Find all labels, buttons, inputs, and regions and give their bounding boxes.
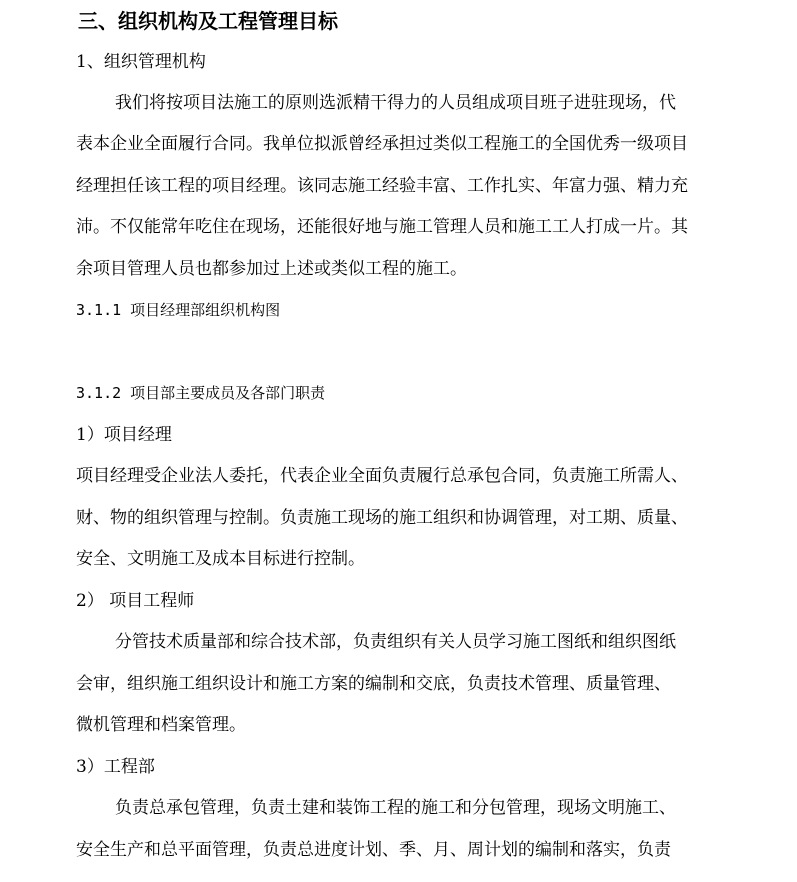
- role-description-line: 负责总承包管理，负责土建和装饰工程的施工和分包管理，现场文明施工、: [115, 798, 676, 818]
- role-description-line: 安全生产和总平面管理，负责总进度计划、季、月、周计划的编制和落实，负责: [76, 840, 671, 860]
- subsection-3-1-2-title: 3.1.2 项目部主要成员及各部门职责: [76, 384, 326, 402]
- role-description-line: 微机管理和档案管理。: [76, 715, 246, 735]
- role-description-line: 安全、文明施工及成本目标进行控制。: [76, 549, 365, 569]
- role-description-line: 分管技术质量部和综合技术部，负责组织有关人员学习施工图纸和组织图纸: [115, 632, 676, 652]
- paragraph-line: 表本企业全面履行合同。我单位拟派曾经承担过类似工程施工的全国优秀一级项目: [76, 134, 688, 154]
- role-title-project-manager: 1）项目经理: [76, 425, 172, 445]
- section-1-title: 1、组织管理机构: [76, 52, 206, 72]
- subsection-3-1-1-title: 3.1.1 项目经理部组织机构图: [76, 301, 281, 319]
- paragraph-line: 余项目管理人员也都参加过上述或类似工程的施工。: [76, 259, 467, 279]
- paragraph-line: 沛。不仅能常年吃住在现场，还能很好地与施工管理人员和施工工人打成一片。其: [76, 217, 688, 237]
- role-description-line: 财、物的组织管理与控制。负责施工现场的施工组织和协调管理，对工期、质量、: [76, 508, 688, 528]
- role-description-line: 会审，组织施工组织设计和施工方案的编制和交底，负责技术管理、质量管理、: [76, 674, 671, 694]
- role-description-line: 项目经理受企业法人委托，代表企业全面负责履行总承包合同，负责施工所需人、: [76, 466, 688, 486]
- role-title-engineering-department: 3）工程部: [76, 757, 155, 777]
- section-heading: 三、组织机构及工程管理目标: [78, 9, 338, 33]
- paragraph-line: 我们将按项目法施工的原则选派精干得力的人员组成项目班子进驻现场，代: [115, 93, 676, 113]
- role-title-project-engineer: 2） 项目工程师: [76, 591, 195, 611]
- paragraph-line: 经理担任该工程的项目经理。该同志施工经验丰富、工作扎实、年富力强、精力充: [76, 176, 688, 196]
